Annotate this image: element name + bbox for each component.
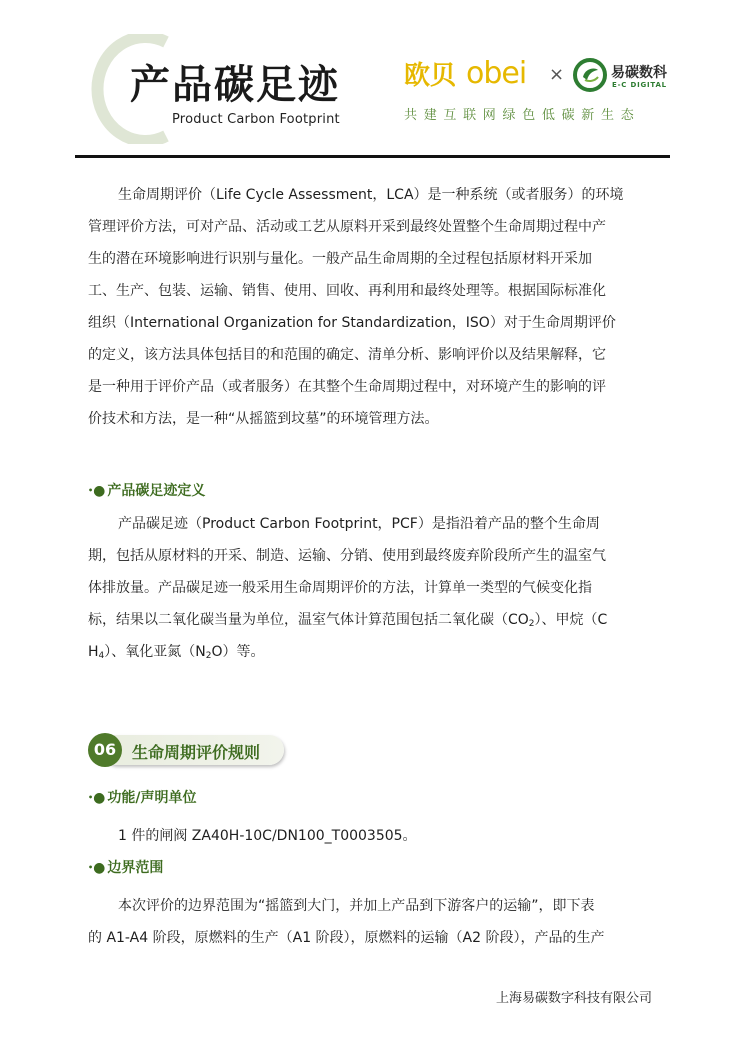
paragraph-line: 管理评价方法，可对产品、活动或工艺从原料开采到最终处置整个生命周期过程中产 — [88, 219, 606, 235]
paragraph-line: 的定义，该方法具体包括目的和范围的确定、清单分析、影响评价以及结果解释，它 — [88, 347, 606, 363]
text-run: O）等。 — [211, 644, 265, 660]
section-title: 生命周期评价规则 — [132, 743, 261, 762]
subscript: 2 — [528, 619, 535, 629]
bullet-dot-icon: ● — [93, 860, 106, 876]
section-number-badge: 06 — [88, 733, 122, 767]
lca-intro-paragraph — [88, 179, 656, 435]
text-run: ）、氧化亚氮（N — [104, 644, 206, 660]
heading-text: 功能/声明单位 — [107, 790, 197, 806]
text-run: 标，结果以二氧化碳当量为单位，温室气体计算范围包括二氧化碳（CO — [88, 612, 529, 628]
paragraph-line: 生命周期评价（Life Cycle Assessment，LCA）是一种系统（或者服务）的环境 — [118, 187, 624, 203]
ec-digital-logo-icon — [573, 58, 607, 92]
heading-text: 产品碳足迹定义 — [107, 483, 206, 499]
header-slogan: 共建互联网绿色低碳新生态 — [404, 108, 641, 123]
functional-unit-paragraph — [88, 820, 656, 852]
sparkle-icon: • — [88, 793, 94, 802]
paragraph-line: 的 A1-A4 阶段，原燃料的生产（A1 阶段），原燃料的运输（A2 阶段），产品的生产 — [88, 930, 605, 946]
paragraph-line: 产品碳足迹（Product Carbon Footprint，PCF）是指沿着产品的整个生命周 — [118, 516, 600, 532]
paragraph-line: 价技术和方法，是一种“从摇篮到坟墓”的环境管理方法。 — [88, 411, 439, 427]
sparkle-icon: • — [88, 863, 94, 872]
bullet-dot-icon: ● — [93, 790, 106, 806]
paragraph-line: 是一种用于评价产品（或者服务）在其整个生命周期过程中，对环境产生的影响的评 — [88, 379, 606, 395]
heading-text: 边界范围 — [107, 860, 164, 876]
paragraph-line: 生的潜在环境影响进行识别与量化。一般产品生命周期的全过程包括原材料开采加 — [88, 251, 592, 267]
paragraph-line: 工、生产、包装、运输、销售、使用、回收、再利用和最终处理等。根据国际标准化 — [88, 283, 606, 299]
header-divider — [75, 155, 670, 158]
text-run: H — [88, 644, 99, 660]
ec-digital-logo-en: E-C DIGITAL — [612, 81, 667, 89]
paragraph-line — [88, 636, 656, 668]
text-run: ）、甲烷（C — [534, 612, 608, 628]
paragraph-line: 1 件的闸阀 ZA40H-10C/DN100_T0003505。 — [118, 828, 417, 844]
paragraph-line: 组织（International Organization for Standardization，ISO）对于生命周期评价 — [88, 315, 616, 331]
logo-separator: × — [549, 64, 565, 85]
oubei-logo-cn: 欧贝 — [404, 61, 457, 91]
ec-digital-logo-cn: 易碳数科 — [611, 65, 667, 81]
footer-company: 上海易碳数字科技有限公司 — [496, 991, 653, 1006]
paragraph-line: 本次评价的边界范围为“摇篮到大门，并加上产品到下游客户的运输”，即下表 — [118, 898, 595, 914]
subscript: 4 — [98, 651, 105, 661]
sparkle-icon: • — [88, 486, 94, 495]
oubei-logo-en: obei — [466, 56, 527, 91]
paragraph-line: 期，包括从原材料的开采、制造、运输、分销、使用到最终废弃阶段所产生的温室气 — [88, 548, 606, 564]
boundary-heading — [88, 858, 163, 878]
pcf-definition-paragraph — [88, 508, 656, 668]
paragraph-line: 体排放量。产品碳足迹一般采用生命周期评价的方法，计算单一类型的气候变化指 — [88, 580, 592, 596]
functional-unit-heading — [88, 788, 196, 808]
paragraph-line — [88, 604, 656, 636]
section-banner — [88, 733, 284, 767]
boundary-paragraph — [88, 890, 656, 954]
page-header — [0, 0, 743, 160]
document-subtitle: Product Carbon Footprint — [172, 112, 340, 127]
subscript: 2 — [205, 651, 212, 661]
pcf-definition-heading — [88, 481, 205, 501]
bullet-dot-icon: ● — [93, 483, 106, 499]
document-title: 产品碳足迹 — [130, 62, 340, 108]
oubei-logo — [404, 56, 540, 93]
